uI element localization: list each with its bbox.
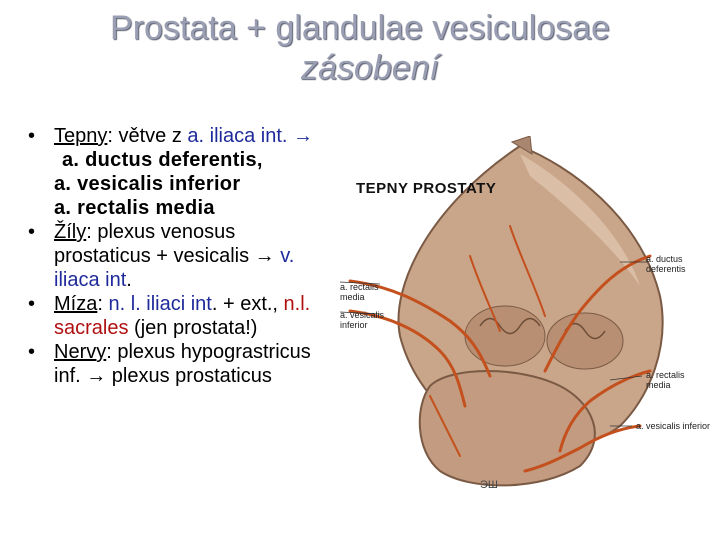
figure-title: TEPNY PROSTATY <box>356 180 497 197</box>
tepny-branch2: a. vesicalis inferior <box>54 173 241 195</box>
tepny-branch1: a. ductus deferentis, <box>62 149 263 171</box>
zily-label: Žíly <box>54 221 87 243</box>
label-vesicalis-right: a. vesicalis inferior <box>636 421 711 431</box>
bullet-tepny <box>28 124 328 220</box>
seminal-vesicle-left <box>465 306 545 366</box>
zily-text1: : plexus venosus prostaticus + vesicalis → <box>54 221 275 267</box>
prostate-arteries-illustration <box>320 136 720 496</box>
miza-text3: . + ext., <box>211 293 284 315</box>
label-ductus-deferentis: a. ductus deferentis <box>646 254 686 274</box>
nervy-text1: : plexus hypograstricus inf. → plexus prostaticus <box>54 341 311 387</box>
tepny-branch3: a. rectalis media <box>54 197 215 219</box>
title-line2: zásobení <box>301 49 439 87</box>
tepny-text2: a. iliaca int. → <box>187 125 314 147</box>
zily-text2: v. iliaca int <box>54 245 295 291</box>
title-line1: Prostata + glandulae vesiculosae <box>110 9 610 47</box>
miza-text1: : <box>97 293 109 315</box>
miza-text5: (jen prostata!) <box>128 317 258 339</box>
tepny-text1: : větve z <box>107 125 188 147</box>
label-rectalis-right: a. rectalis media <box>646 370 685 390</box>
zily-text3: . <box>126 269 132 291</box>
bullet-zily <box>28 220 328 292</box>
tepny-label: Tepny <box>54 125 108 147</box>
seminal-vesicle-right <box>547 313 623 369</box>
miza-text4: n.l. sacrales <box>54 293 311 339</box>
bullet-miza <box>28 292 328 340</box>
bullet-list <box>28 124 328 388</box>
miza-label: Míza <box>54 293 98 315</box>
bullet-nervy <box>28 340 328 388</box>
label-vesicalis-left: a. vesicalis inferior <box>340 310 385 330</box>
artist-signature: ЭШ <box>480 479 498 491</box>
slide-title <box>0 8 720 88</box>
miza-text2: n. l. iliaci int <box>108 293 212 315</box>
label-rectalis-left: a. rectalis media <box>340 282 379 302</box>
nervy-label: Nervy <box>54 341 107 363</box>
